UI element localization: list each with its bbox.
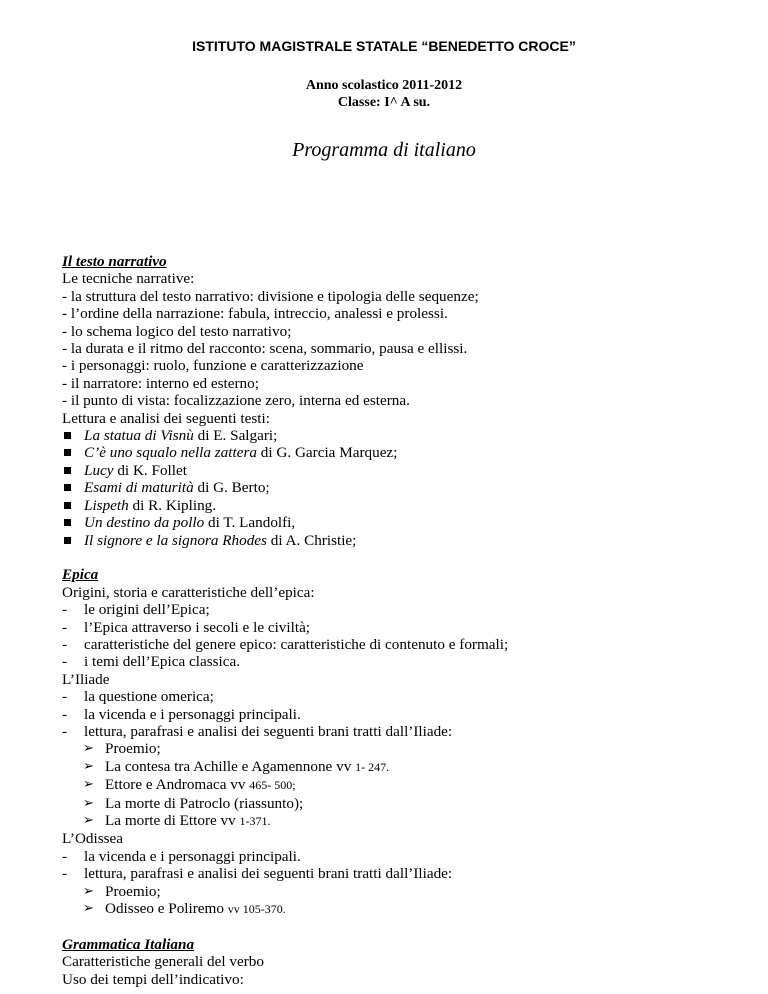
reading-title: Un destino da pollo bbox=[84, 514, 205, 532]
epica-point: - le origini dell’Epica; bbox=[62, 601, 742, 618]
iliade-point: - la questione omerica; bbox=[62, 688, 742, 705]
reading-item bbox=[62, 532, 742, 549]
iliade-title: L’Iliade bbox=[62, 670, 110, 688]
epica-point: - i temi dell’Epica classica. bbox=[62, 653, 742, 670]
narrativo-point: - il punto di vista: focalizzazione zero, interna ed esterna. bbox=[62, 392, 410, 410]
reading-author: di R. Kipling. bbox=[128, 496, 217, 514]
odissea-point: - la vicenda e i personaggi principali. bbox=[62, 848, 742, 865]
passage-verses: 1- 247. bbox=[355, 759, 390, 774]
reading-title: Lucy bbox=[84, 461, 114, 479]
section-title-grammatica: Grammatica Italiana bbox=[62, 935, 195, 953]
odissea-passage bbox=[62, 900, 742, 918]
narrativo-intro: Le tecniche narrative: bbox=[62, 270, 195, 288]
passage-text: La contesa tra Achille e Agamennone vv bbox=[105, 757, 356, 775]
epica-intro: Origini, storia e caratteristiche dell’epica: bbox=[62, 583, 315, 601]
iliade-passage bbox=[62, 795, 742, 812]
odissea-title: L’Odissea bbox=[62, 830, 124, 848]
iliade-passage bbox=[62, 776, 742, 794]
reading-title: Lispeth bbox=[84, 496, 129, 514]
spacer bbox=[62, 549, 742, 566]
passage-text: Proemio; bbox=[105, 740, 161, 758]
reading-title: La statua di Visnù bbox=[84, 427, 194, 445]
passage-verses: 465- 500; bbox=[249, 778, 296, 793]
iliade-passage bbox=[62, 812, 742, 830]
spacer bbox=[62, 918, 742, 935]
passage-verses: vv 105-370. bbox=[227, 902, 286, 917]
epica-point: - caratteristiche del genere epico: caratteristiche di contenuto e formali; bbox=[62, 636, 742, 653]
narrativo-point: - il narratore: interno ed esterno; bbox=[62, 374, 259, 392]
narrativo-point: - la struttura del testo narrativo: divisione e tipologia delle sequenze; bbox=[62, 287, 479, 305]
narrativo-point: - la durata e il ritmo del racconto: scena, sommario, pausa e ellissi. bbox=[62, 340, 468, 358]
passage-text: La morte di Patroclo (riassunto); bbox=[105, 794, 304, 812]
narrativo-point: - lo schema logico del testo narrativo; bbox=[62, 322, 292, 340]
iliade-passage bbox=[62, 758, 742, 776]
reading-author: di G. Garcia Marquez; bbox=[256, 444, 398, 462]
readings-intro: Lettura e analisi dei seguenti testi: bbox=[62, 409, 270, 427]
iliade-passage bbox=[62, 740, 742, 757]
reading-title: Esami di maturità bbox=[84, 479, 194, 497]
reading-author: di A. Christie; bbox=[266, 531, 357, 549]
grammatica-line: Caratteristiche generali del verbo bbox=[62, 953, 264, 971]
program-title: Programma di italiano bbox=[292, 139, 476, 161]
iliade-point: - la vicenda e i personaggi principali. bbox=[62, 706, 742, 723]
class-name: Classe: I^ A su. bbox=[337, 95, 431, 110]
reading-item bbox=[62, 462, 742, 479]
reading-title: C’è uno squalo nella zattera bbox=[84, 444, 257, 462]
reading-title: Il signore e la signora Rhodes bbox=[84, 531, 267, 549]
reading-item bbox=[62, 497, 742, 514]
section-title-narrativo: Il testo narrativo bbox=[62, 253, 167, 270]
odissea-point: - lettura, parafrasi e analisi dei seguenti brani tratti dall’Iliade: bbox=[62, 865, 742, 882]
passage-text: La morte di Ettore vv bbox=[105, 811, 240, 829]
epica-point: - l’Epica attraverso i secoli e le civiltà; bbox=[62, 619, 742, 636]
iliade-point: - lettura, parafrasi e analisi dei seguenti brani tratti dall’Iliade: bbox=[62, 723, 742, 740]
passage-text: Ettore e Andromaca vv bbox=[105, 776, 250, 794]
document-header bbox=[0, 37, 768, 162]
passage-text: Odisseo e Poliremo bbox=[105, 900, 228, 918]
document-body bbox=[62, 253, 742, 988]
narrativo-point: - i personaggi: ruolo, funzione e caratterizzazione bbox=[62, 357, 364, 375]
passage-text: Proemio; bbox=[105, 882, 161, 900]
reading-item bbox=[62, 427, 742, 444]
reading-item bbox=[62, 444, 742, 461]
reading-author: di E. Salgari; bbox=[193, 427, 278, 445]
reading-item bbox=[62, 514, 742, 531]
school-year: Anno scolastico 2011-2012 bbox=[305, 78, 463, 93]
section-title-epica: Epica bbox=[62, 566, 99, 584]
reading-author: di G. Berto; bbox=[193, 479, 270, 497]
school-name: ISTITUTO MAGISTRALE STATALE “BENEDETTO CROCE” bbox=[192, 38, 576, 54]
narrativo-point: - l’ordine della narrazione: fabula, intreccio, analessi e prolessi. bbox=[62, 305, 448, 323]
passage-verses: 1-371. bbox=[239, 813, 271, 828]
reading-author: di K. Follet bbox=[113, 461, 187, 479]
odissea-passage bbox=[62, 883, 742, 900]
reading-author: di T. Landolfi, bbox=[204, 514, 296, 532]
reading-item bbox=[62, 479, 742, 496]
grammatica-line: Uso dei tempi dell’indicativo: bbox=[62, 970, 244, 988]
